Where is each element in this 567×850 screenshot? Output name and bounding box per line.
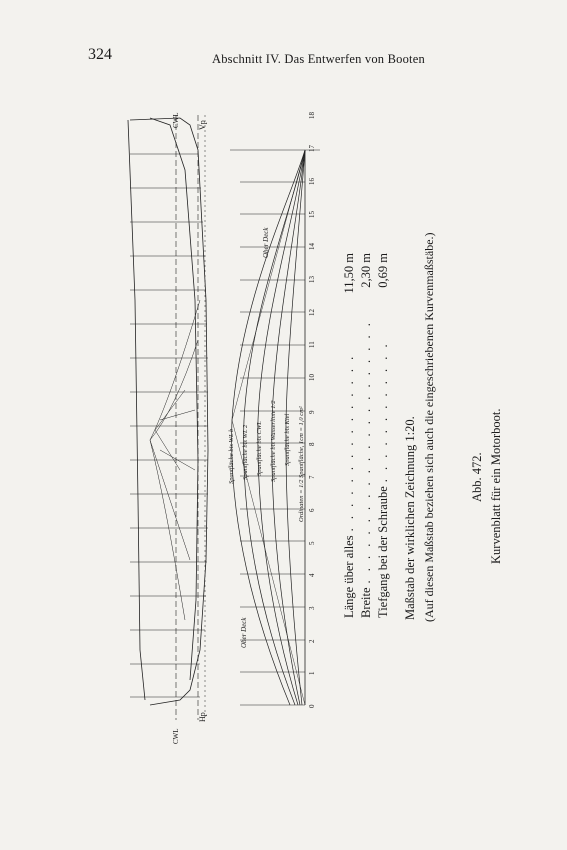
- station-number: 18: [308, 112, 316, 120]
- station-number: 12: [308, 308, 316, 316]
- station-number: 14: [308, 243, 316, 251]
- station-number: 2: [308, 639, 316, 643]
- station-number: 3: [308, 606, 316, 610]
- station-number: 10: [308, 374, 316, 381]
- dimension-row: [342, 253, 359, 618]
- vp-label: Vp: [198, 120, 207, 130]
- station-number: 6: [308, 508, 316, 512]
- station-number: 11: [308, 341, 316, 349]
- scale-note: Maßstab der wirklichen Zeichnung 1:20.: [403, 416, 417, 620]
- curve-label-5: Spantfläche bis Kiel: [284, 413, 291, 466]
- dimension-leader: . . . . . . . . . . . .: [376, 341, 390, 483]
- dimension-value: 2,30 m: [359, 253, 373, 288]
- station-number: 1: [308, 671, 316, 676]
- oberdeck-label-bottom: Ober Deck: [240, 617, 248, 648]
- station-number: 5: [308, 541, 316, 545]
- hp-label: Hp: [198, 712, 207, 722]
- dimension-value: 0,69 m: [376, 253, 390, 288]
- cwl-label-top: CWL: [172, 112, 180, 128]
- station-number: 15: [308, 210, 316, 218]
- curve-label-1: Spantfläche bis WL b: [228, 428, 235, 484]
- dimension-leader: . . . . . . . . . . . . . . . . . . . . . .: [359, 320, 373, 584]
- figure-number: Abb. 472.: [470, 452, 484, 502]
- curve-label-2: Spantfläche bis WL 2: [242, 424, 249, 480]
- curve-label-6: Ordinaten = 1/2 Spantfläche, 1cm = 1,0 cm²: [298, 406, 305, 522]
- oberdeck-label-top: Ober Deck: [262, 227, 270, 258]
- dimension-leader: . . . . . . . . . . . . . . .: [342, 353, 356, 532]
- figure-caption: Kurvenblatt für ein Motorboot.: [489, 408, 503, 564]
- dimension-label: Länge über alles: [342, 535, 356, 618]
- hull-profile-keel: [128, 120, 145, 700]
- running-head: Abschnitt IV. Das Entwerfen von Booten: [212, 52, 425, 66]
- dimension-row: [359, 253, 376, 618]
- dimension-label: Tiefgang bei der Schraube: [376, 486, 390, 618]
- station-number: 4: [308, 573, 316, 578]
- curve-label-3: Spantfläche bis CWL: [256, 421, 263, 476]
- station-number: 13: [308, 275, 316, 283]
- dimension-row: [376, 253, 393, 618]
- station-number: 9: [308, 410, 316, 414]
- station-number: 16: [308, 177, 316, 185]
- hull-sheer: [150, 118, 198, 680]
- station-number: 17: [308, 145, 316, 153]
- dimension-value: 11,50 m: [342, 253, 356, 294]
- cwl-label-bottom: CWL: [172, 728, 180, 744]
- page-number: 324: [88, 46, 112, 63]
- station-number: 8: [308, 442, 316, 447]
- dimensions-table: [342, 253, 393, 618]
- curve-label-4: Spantfläche bis Wasserlinie 1/2: [270, 400, 277, 482]
- dimension-label: Breite: [359, 587, 373, 618]
- station-number: 7: [308, 475, 316, 480]
- scale-subnote: (Auf diesen Maßstab beziehen sich auch die eingeschriebenen Kurvenmaßstäbe.): [422, 232, 436, 622]
- station-number: 0: [308, 704, 316, 708]
